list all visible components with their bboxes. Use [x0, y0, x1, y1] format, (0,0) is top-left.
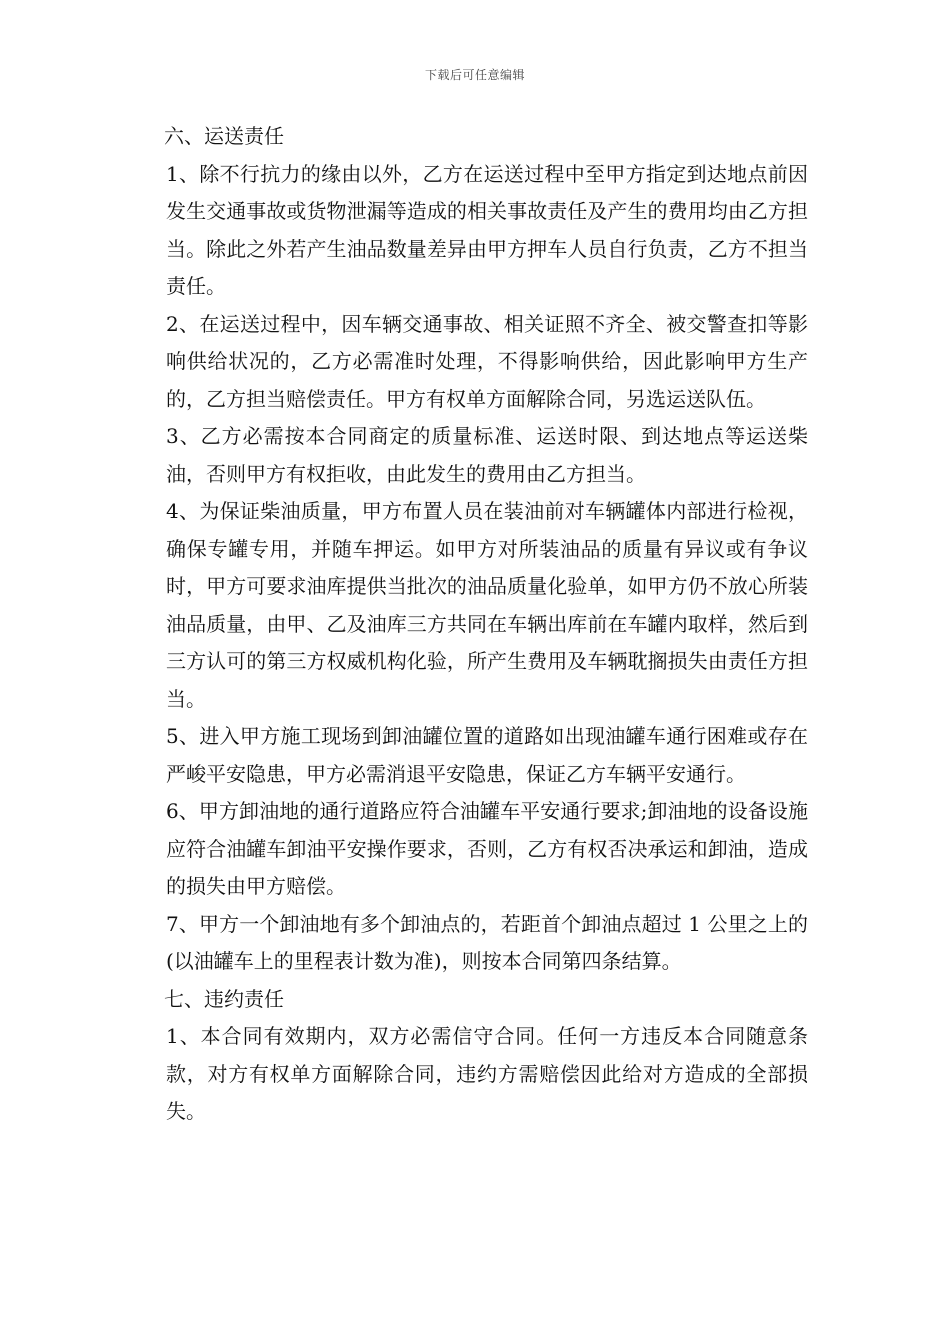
- clause-6-2: 2、在运送过程中，因车辆交通事故、相关证照不齐全、被交警查扣等影响供给状况的，乙方必需准时处理，不得影响供给，因此影响甲方生产的，乙方担当赔偿责任。甲方有权单方面解除合同，另选运送队伍。: [166, 311, 808, 411]
- section-title-breach-liability: 七、违约责任: [164, 986, 284, 1011]
- section-title-transport-liability: 六、运送责任: [164, 124, 284, 148]
- clause-6-6: 6、甲方卸油地的通行道路应符合油罐车平安通行要求;卸油地的设备设施应符合油罐车卸油平安操作要求，否则，乙方有权否决承运和卸油，造成的损失由甲方赔偿。: [166, 799, 808, 898]
- clause-6-1: 1、除不行抗力的缘由以外，乙方在运送过程中至甲方指定到达地点前因发生交通事故或货物泄漏等造成的相关事故责任及产生的费用均由乙方担当。除此之外若产生油品数量差异由甲方押车人员自行负责，乙方不担当责任。: [166, 161, 808, 298]
- clause-6-5: 5、进入甲方施工现场到卸油罐位置的道路如出现油罐车通行困难或存在严峻平安隐患，甲方必需消退平安隐患，保证乙方车辆平安通行。: [166, 724, 808, 786]
- clause-6-4: 4、为保证柴油质量，甲方布置人员在装油前对车辆罐体内部进行检视，确保专罐专用，并随车押运。如甲方对所装油品的质量有异议或有争议时，甲方可要求油库提供当批次的油品质量化验单，如甲方仍不放心所装油品质量，由甲、乙及油库三方共同在车辆出库前在车罐内取样，然后到三方认可的第三方权威机构化验，所产生费用及车辆耽搁损失由责任方担当。: [166, 499, 808, 711]
- clause-6-3: 3、乙方必需按本合同商定的质量标准、运送时限、到达地点等运送柴油，否则甲方有权拒收，由此发生的费用由乙方担当。: [166, 424, 808, 486]
- document-body: [144, 118, 808, 1131]
- clause-7-1: 1、本合同有效期内，双方必需信守合同。任何一方违反本合同随意条款，对方有权单方面解除合同，违约方需赔偿因此给对方造成的全部损失。: [166, 1024, 808, 1123]
- page-header: 下载后可任意编辑: [424, 68, 525, 82]
- clause-6-7: 7、甲方一个卸油地有多个卸油点的，若距首个卸油点超过 1 公里之上的(以油罐车上的里程表计数为准)，则按本合同第四条结算。: [166, 911, 808, 973]
